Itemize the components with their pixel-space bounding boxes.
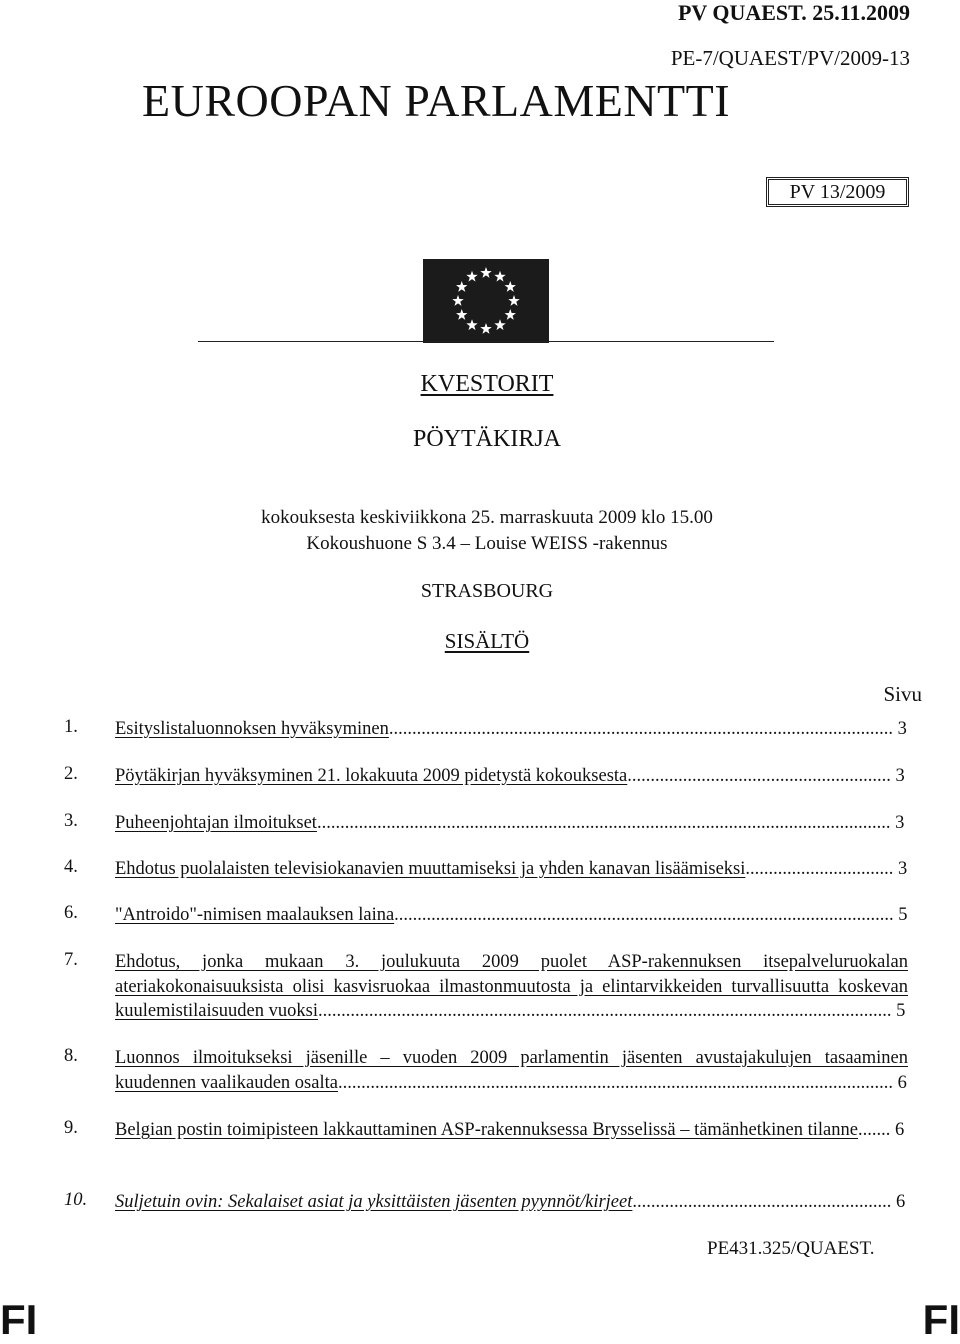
toc-leader: ............................................................................................................................ 5	[317, 1001, 906, 1021]
toc-item-link[interactable]: "Antroido"-nimisen maalauksen laina	[115, 905, 395, 925]
toc-leader: ......................................................... 3	[627, 766, 905, 786]
flag-star	[466, 319, 477, 330]
toc-item-link[interactable]: Ehdotus puolalaisten televisiokanavien muuttamiseksi ja yhden kanavan lisäämiseksi	[115, 859, 746, 879]
flag-star	[508, 295, 519, 306]
toc-item-link[interactable]: Luonnos ilmoitukseksi jäsenille – vuoden 2009 parlamentin jäsenten avustajakulujen tasaaminen kuudennen vaalikauden osalta	[115, 1048, 908, 1093]
header-divider	[198, 341, 774, 342]
toc-leader: ................................ 3	[745, 859, 908, 879]
toc-item-number: 2.	[64, 764, 78, 784]
toc-leader: ............................................................................................................................ 3	[316, 813, 905, 833]
pe-number: PE431.325/QUAEST.	[707, 1238, 875, 1259]
toc-item-link[interactable]: Esityslistaluonnoksen hyväksyminen	[115, 719, 389, 739]
eu-flag-icon	[423, 259, 549, 343]
flag-star	[466, 271, 477, 282]
toc-page-number: 6	[892, 1072, 907, 1093]
flag-star	[494, 319, 505, 330]
toc-item-number: 6.	[64, 903, 78, 923]
toc-page-number: 5	[893, 905, 908, 925]
toc-item-number: 8.	[64, 1046, 78, 1066]
toc-page-number: 3	[890, 766, 905, 786]
header-document-ref: PE-7/QUAEST/PV/2009-13	[670, 46, 910, 70]
toc-item-number: 9.	[64, 1118, 78, 1138]
toc-item-link[interactable]: Pöytäkirjan hyväksyminen 21. lokakuuta 2009 pidetystä kokouksesta	[115, 766, 628, 786]
toc-item-link[interactable]: Belgian postin toimipisteen lakkauttaminen ASP-rakennuksessa Brysselissä – tämänhetkinen tilanne	[115, 1120, 858, 1140]
flag-star	[480, 323, 491, 334]
toc-item-link[interactable]: Ehdotus, jonka mukaan 3. joulukuuta 2009 puolet ASP-rakennuksen itsepalveluruokalan ateriakokonaisuuksista olisi kasvisruokaa ilmastonmuutosta ja elintarvikkeiden turvallisuutta koskevan kuulemistilaisuuden vuoksi	[115, 952, 908, 1021]
toc-item-number: 4.	[64, 857, 78, 877]
toc-item-number: 1.	[64, 717, 78, 737]
flag-star	[452, 295, 463, 306]
body-title: KVESTORIT	[420, 371, 554, 397]
doc-type-title: PÖYTÄKIRJA	[412, 426, 561, 452]
header-date-ref: PV QUAEST. 25.11.2009	[677, 0, 910, 25]
flag-star	[456, 281, 467, 292]
toc-item-link[interactable]: Suljetuin ovin: Sekalaiset asiat ja yksittäisten jäsenten pyynnöt/kirjeet	[115, 1192, 633, 1212]
toc-leader: ........................................................ 6	[632, 1192, 906, 1212]
flag-star	[494, 271, 505, 282]
city-title: STRASBOURG	[420, 580, 554, 602]
flag-star	[505, 281, 516, 292]
eu-flag-stars	[423, 259, 549, 343]
pv-number-box: PV 13/2009	[766, 177, 909, 207]
toc-leader: ....... 6	[857, 1120, 905, 1140]
flag-star	[480, 267, 491, 278]
institution-title: EUROOPAN PARLAMENTTI	[142, 75, 731, 126]
toc-page-number: 3	[890, 813, 905, 833]
toc-item-number: 7.	[64, 950, 78, 970]
toc-page-number: 6	[891, 1192, 906, 1212]
toc-leader: ........................................................................................................................ 6	[337, 1072, 907, 1093]
contents-title: SISÄLTÖ	[444, 629, 530, 653]
page-column-heading: Sivu	[883, 682, 922, 706]
room-line: Kokoushuone S 3.4 – Louise WEISS -rakennus	[306, 533, 668, 554]
toc-item-link[interactable]: Puheenjohtajan ilmoitukset	[115, 813, 317, 833]
toc-page-number: 6	[890, 1120, 905, 1140]
flag-star	[505, 309, 516, 320]
toc-page-number: 3	[893, 859, 908, 879]
toc-leader: ............................................................................................................ 5	[394, 905, 908, 925]
meeting-line: kokouksesta keskiviikkona 25. marraskuuta 2009 klo 15.00	[261, 507, 713, 528]
toc-page-number: 3	[893, 719, 907, 739]
toc-item-number: 3.	[64, 811, 78, 831]
flag-star	[456, 309, 467, 320]
toc-leader: ............................................................................................................. 3	[388, 719, 907, 739]
toc-page-number: 5	[891, 1001, 906, 1021]
language-code-right: FI	[922, 1296, 960, 1343]
toc-item-number: 10.	[64, 1190, 88, 1210]
language-code-left: FI	[0, 1296, 38, 1343]
